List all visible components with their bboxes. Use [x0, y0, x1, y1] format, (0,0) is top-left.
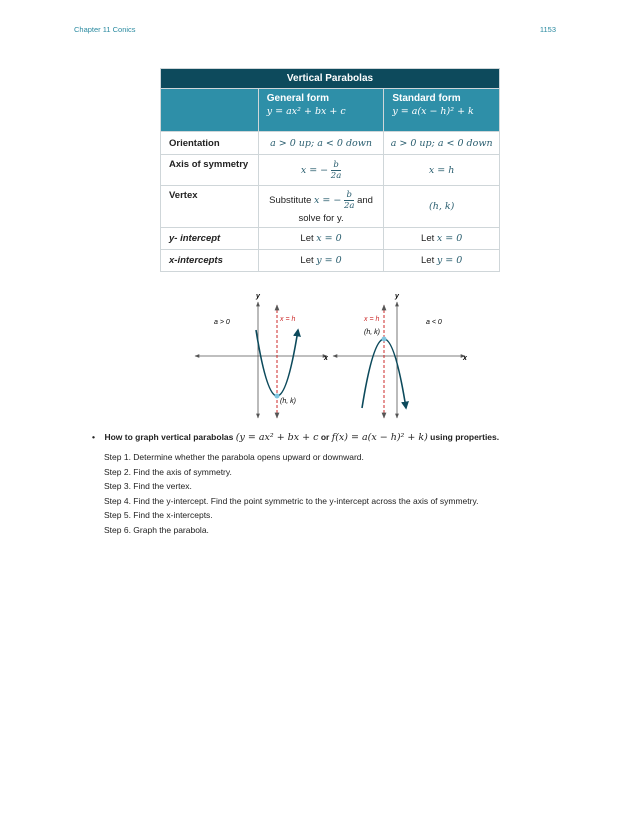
vertex-fraction	[344, 190, 354, 211]
step-5: Step 5. Find the x-intercepts.	[104, 510, 213, 520]
procedure-tail: using properties.	[430, 432, 500, 442]
right-parabola-start-arrow	[362, 339, 406, 408]
orientation-general	[258, 132, 384, 155]
left-condition-label: a > 0	[214, 319, 230, 326]
left-vertex-label: (h, k)	[280, 398, 296, 405]
orientation-standard-text: a > 0 up; a < 0 down	[390, 137, 493, 149]
step-1: Step 1. Determine whether the parabola opens upward or downward.	[104, 452, 364, 462]
left-axis-label: x = h	[280, 316, 296, 323]
fraction-numerator: b	[331, 160, 341, 171]
right-condition-label: a < 0	[426, 319, 442, 326]
left-graph	[195, 293, 329, 418]
running-header-chapter: Chapter 11 Conics	[74, 25, 136, 34]
row-label-x-intercepts-text: x-intercepts	[169, 255, 223, 266]
standard-form-equation: f(x) = a(x − h)² + k)	[331, 432, 428, 443]
right-axis-label: x = h	[364, 316, 380, 323]
table-title: Vertical Parabolas	[161, 69, 500, 89]
header-blank-cell	[161, 89, 259, 132]
left-x-axis-label: x	[324, 355, 328, 362]
let-text: Let	[300, 233, 314, 244]
right-vertex-dot	[382, 337, 387, 342]
row-label-y-intercept	[161, 228, 259, 250]
y-intercept-general	[258, 228, 384, 250]
y-intercept-standard-eq: x = 0	[436, 233, 463, 244]
right-parabola-downward	[362, 339, 406, 408]
y-intercept-general-eq: x = 0	[316, 233, 342, 244]
vertex-and-text: and	[357, 194, 373, 206]
left-vertex-dot	[275, 394, 280, 399]
right-graph	[333, 293, 468, 418]
axis-general	[258, 155, 384, 186]
table-row-vertex	[161, 186, 500, 228]
standard-form-header	[384, 89, 500, 132]
let-text: Let	[300, 255, 314, 266]
x-intercepts-standard	[384, 250, 500, 272]
procedure-heading	[92, 432, 532, 443]
vertex-solve-text: solve for y.	[298, 212, 344, 224]
step-3: Step 3. Find the vertex.	[104, 481, 192, 491]
fraction-denominator: 2a	[330, 170, 342, 181]
row-label-axis: Axis of symmetry	[161, 155, 259, 186]
right-vertex-label: (h, k)	[364, 329, 380, 336]
x-intercepts-general-eq: y = 0	[316, 255, 342, 266]
procedure-lead: How to graph vertical parabolas	[104, 432, 234, 442]
row-label-vertex: Vertex	[161, 186, 259, 228]
axis-standard-text: x = h	[428, 164, 455, 176]
x-intercepts-general	[258, 250, 384, 272]
orientation-standard	[384, 132, 500, 155]
right-x-axis-label: x	[463, 355, 467, 362]
steps-list	[104, 452, 478, 539]
right-y-axis-label: y	[395, 293, 399, 300]
page-number: 1153	[539, 25, 556, 34]
vertex-general-line1	[259, 190, 384, 211]
standard-form-title: Standard form	[392, 93, 461, 104]
axis-general-prefix: x = −	[300, 164, 329, 176]
axis-standard	[384, 155, 500, 186]
vertical-parabolas-table	[160, 68, 500, 272]
table-row-axis	[161, 155, 500, 186]
table-row-x-intercepts	[161, 250, 500, 272]
standard-form-formula: y = a(x − h)² + k	[392, 106, 474, 117]
general-form-formula: y = ax² + bx + c	[266, 106, 346, 117]
step-6: Step 6. Graph the parabola.	[104, 524, 209, 535]
step-4: Step 4. Find the y-intercept. Find the point symmetric to the y-intercept across the axis of symmetry.	[104, 495, 479, 506]
fraction-denominator: 2a	[343, 200, 355, 211]
table-row-y-intercept	[161, 228, 500, 250]
axis-general-fraction	[331, 160, 341, 181]
row-label-x-intercepts	[161, 250, 259, 272]
row-label-orientation: Orientation	[161, 132, 259, 155]
general-form-title: General form	[266, 93, 330, 104]
let-text: Let	[421, 233, 435, 244]
left-parabola-start-arrow	[256, 330, 298, 396]
table-row-orientation	[161, 132, 500, 155]
step-2: Step 2. Find the axis of symmetry.	[104, 466, 232, 477]
fraction-numerator: b	[344, 190, 354, 201]
or-text: or	[320, 432, 330, 442]
left-parabola-upward	[256, 330, 298, 396]
general-form-equation: (y = ax² + bx + c	[235, 432, 319, 443]
let-text: Let	[421, 255, 435, 266]
orientation-general-text: a > 0 up; a < 0 down	[270, 137, 373, 149]
vertex-standard	[384, 186, 500, 228]
bullet-marker: •	[92, 432, 95, 442]
left-y-axis-label: y	[256, 293, 260, 300]
vertex-x-eq: x = −	[314, 194, 342, 206]
y-intercept-standard	[384, 228, 500, 250]
vertex-substitute-text: Substitute	[269, 194, 312, 206]
general-form-header	[258, 89, 384, 132]
vertex-general	[258, 186, 384, 228]
row-label-y-intercept-text: y- intercept	[169, 233, 221, 244]
x-intercepts-standard-eq: y = 0	[436, 255, 463, 266]
vertex-standard-text: (h, k)	[429, 201, 455, 212]
